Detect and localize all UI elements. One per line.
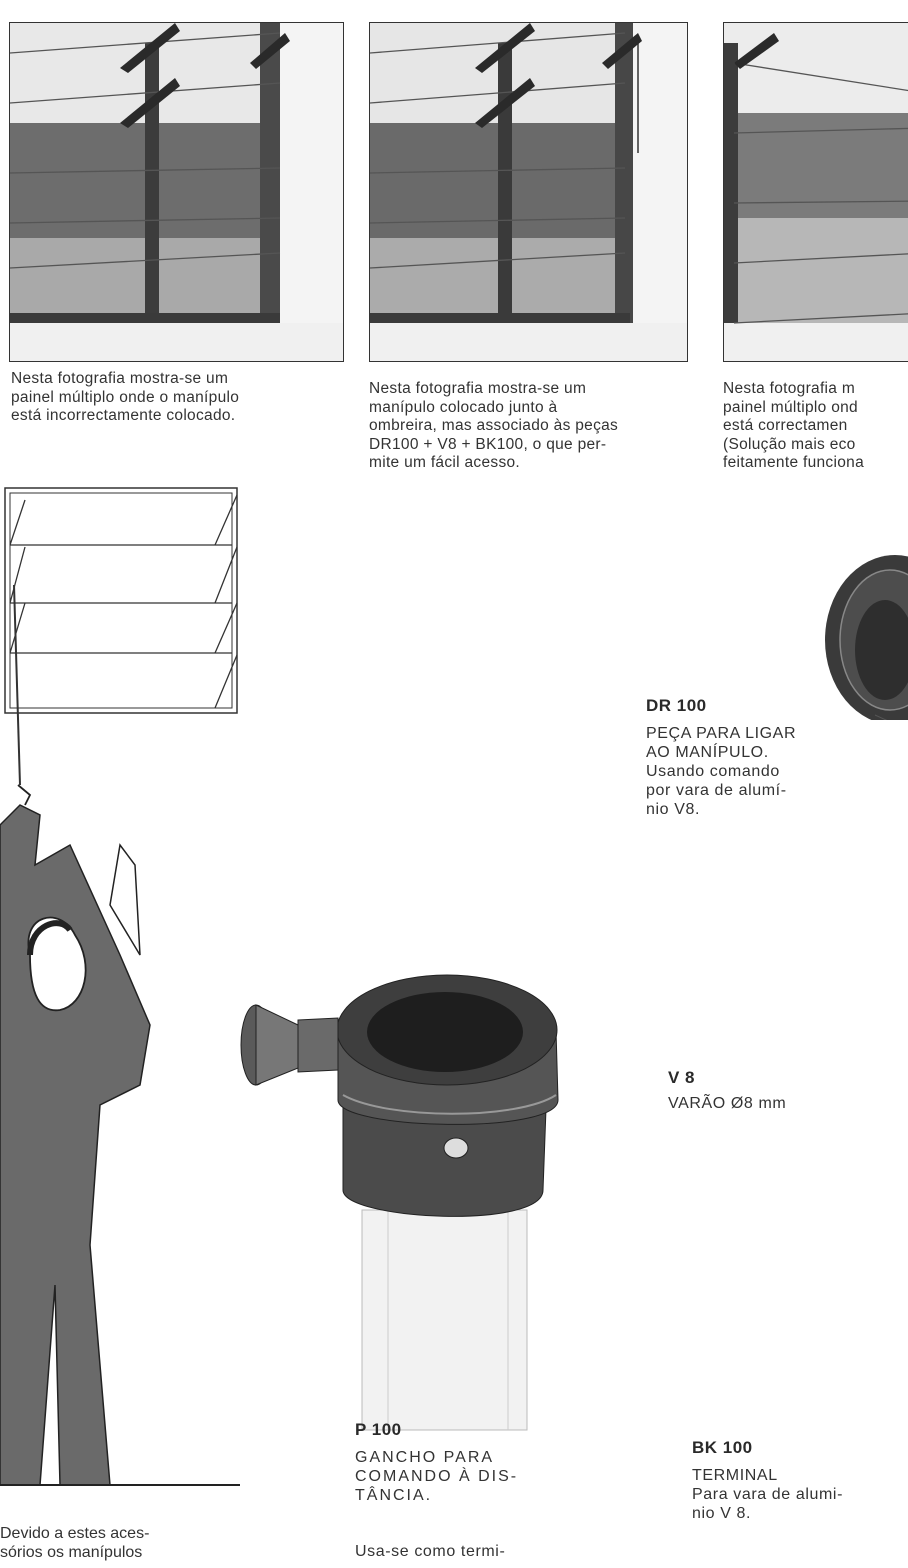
photo-window-rod-control xyxy=(369,22,688,362)
caption-photo-1: Nesta fotografia mostra-se um painel múltiplo onde o manípulo está incorrectamente colocado. xyxy=(11,370,240,424)
bottom-text: Devido a estes aces- sórios os manípulos xyxy=(0,1525,150,1561)
caption-photo-2: Nesta fotografia mostra-se um manípulo colocado junto à ombreira, mas associado às peças DR100 + V8 + BK100, o que per- mite um fácil acesso. xyxy=(369,380,619,471)
illustration-man-operating-louver xyxy=(0,485,245,1495)
image-p100-hook xyxy=(238,970,578,1440)
product-code-bk100: BK 100 xyxy=(692,1438,753,1457)
product-code-dr100: DR 100 xyxy=(646,696,707,715)
photo-window-incorrect xyxy=(9,22,344,362)
image-dr100-part xyxy=(815,540,908,720)
product-code-v8: V 8 xyxy=(668,1068,696,1087)
photo-window-correct xyxy=(723,22,908,362)
product-desc-v8: VARÃO Ø8 mm xyxy=(668,1095,787,1112)
caption-photo-3: Nesta fotografia m painel múltiplo ond está correctamen (Solução mais eco feitamente funciona xyxy=(723,380,864,471)
product-desc-bk100: TERMINAL Para vara de alumi- nio V 8. xyxy=(692,1467,844,1522)
product-code-p100: P 100 xyxy=(355,1420,402,1439)
product-desc-p100-caps: GANCHO PARA COMANDO À DIS- TÂNCIA. xyxy=(355,1449,519,1504)
product-desc-p100: Usa-se como termi- xyxy=(355,1543,506,1560)
product-desc-dr100: PEÇA PARA LIGAR AO MANÍPULO. Usando comando por vara de alumí- nio V8. xyxy=(646,725,797,818)
